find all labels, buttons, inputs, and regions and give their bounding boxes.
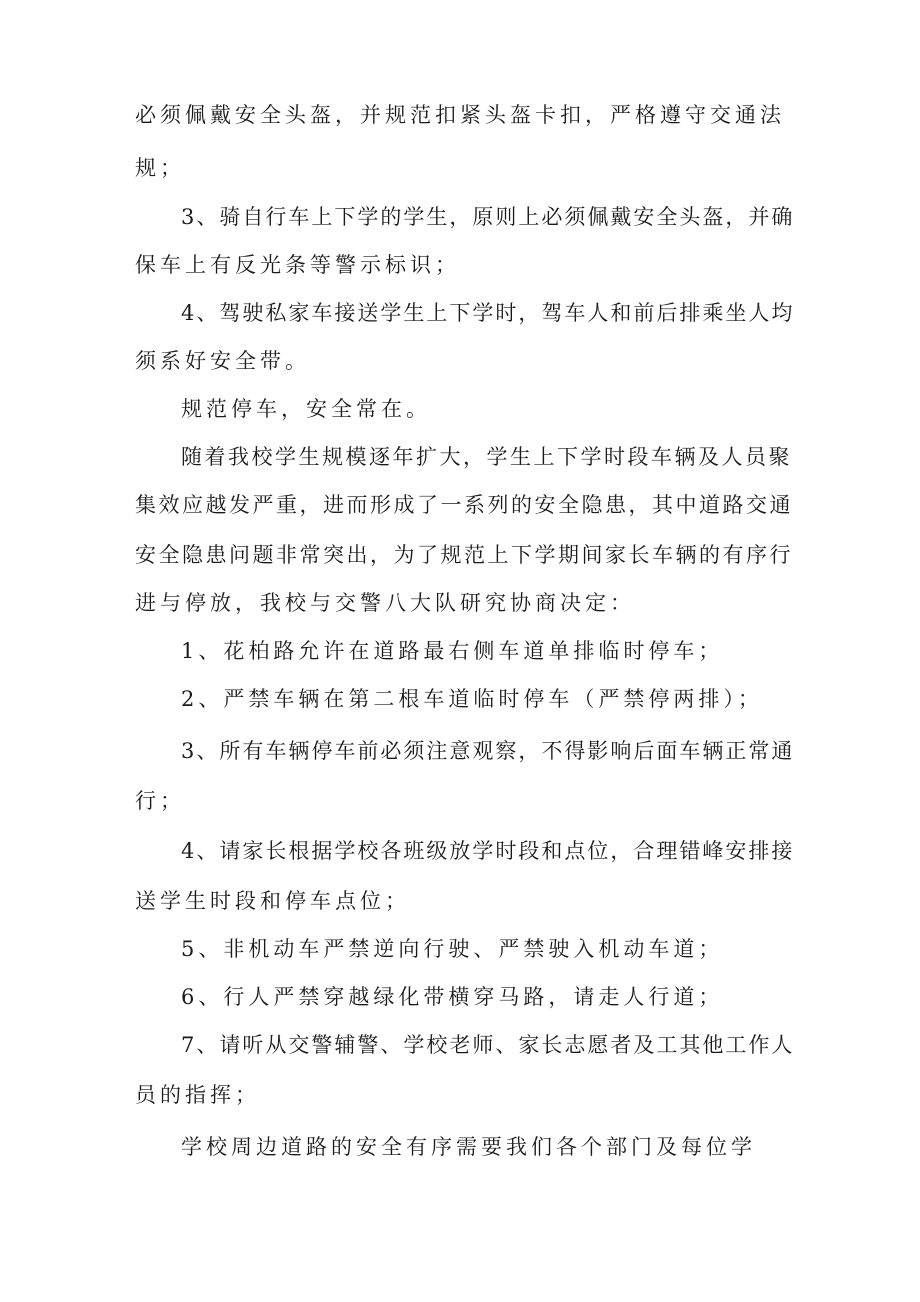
text-line: 4、请家长根据学校各班级放学时段和点位，合理错峰安排接	[181, 839, 795, 863]
text-line: 须系好安全带。	[135, 349, 310, 373]
text-line: 7、请听从交警辅警、学校老师、家长志愿者及工其他工作人	[181, 1033, 795, 1057]
text-line: 2、严禁车辆在第二根车道临时停车（严禁停两排）；	[181, 687, 763, 711]
text-line: 1、花柏路允许在道路最右侧车道单排临时停车；	[181, 639, 724, 663]
text-line: 5、非机动车严禁逆向行驶、严禁驶入机动车道；	[181, 937, 724, 961]
text-line: 集效应越发严重，进而形成了一系列的安全隐患，其中道路交通	[135, 493, 793, 517]
text-line: 学校周边道路的安全有序需要我们各个部门及每位学	[181, 1135, 756, 1159]
text-line: 员的指挥；	[135, 1083, 260, 1107]
text-line: 随着我校学生规模逐年扩大，学生上下学时段车辆及人员聚	[181, 445, 792, 469]
text-line: 必须佩戴安全头盔，并规范扣紧头盔卡扣，严格遵守交通法	[135, 103, 785, 127]
text-line: 保车上有反光条等警示标识；	[135, 253, 460, 277]
text-line: 送学生时段和停车点位；	[135, 889, 410, 913]
text-line: 安全隐患问题非常突出，为了规范上下学期间家长车辆的有序行	[135, 543, 793, 567]
text-line: 3、所有车辆停车前必须注意观察，不得影响后面车辆正常通	[181, 739, 795, 763]
text-line: 规范停车，安全常在。	[181, 397, 431, 421]
text-line: 3、骑自行车上下学的学生，原则上必须佩戴安全头盔，并确	[181, 205, 795, 229]
text-line: 行；	[135, 789, 185, 813]
text-line: 规；	[135, 156, 185, 180]
text-line: 4、驾驶私家车接送学生上下学时，驾车人和前后排乘坐人均	[181, 301, 795, 325]
text-line: 进与停放，我校与交警八大队研究协商决定：	[135, 591, 635, 615]
text-line: 6、行人严禁穿越绿化带横穿马路，请走人行道；	[181, 985, 724, 1009]
